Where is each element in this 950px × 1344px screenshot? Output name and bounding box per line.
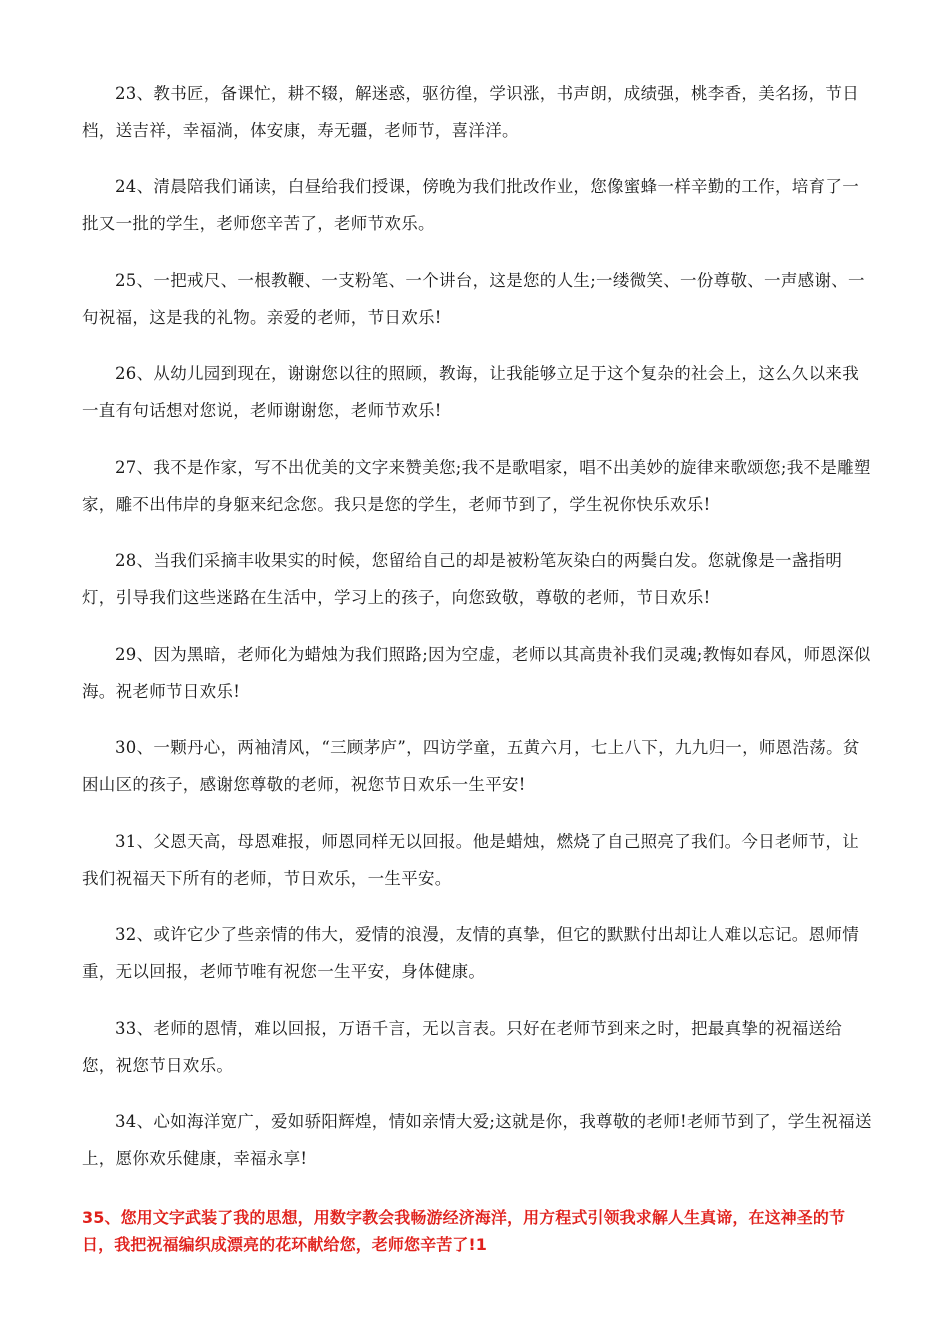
paragraph-34: 34、心如海洋宽广，爱如骄阳辉煌，情如亲情大爱;这就是你，我尊敬的老师!老师节到了，学生祝福送上，愿你欢乐健康，幸福永享!: [82, 1112, 872, 1168]
paragraph-35-highlight: 35、您用文字武装了我的思想，用数字教会我畅游经济海洋，用方程式引领我求解人生真谛，在这神圣的节日，我把祝福编织成漂亮的花环献给您，老师您辛苦了!1: [82, 1208, 846, 1254]
paragraph-29: 29、因为黑暗，老师化为蜡烛为我们照路;因为空虚，老师以其高贵补我们灵魂;教悔如春风，师恩深似海。祝老师节日欢乐!: [82, 645, 871, 701]
paragraph-31: 31、父恩天高，母恩难报，师恩同样无以回报。他是蜡烛，燃烧了自己照亮了我们。今日老师节，让我们祝福天下所有的老师，节日欢乐，一生平安。: [82, 832, 859, 888]
paragraph-24: 24、清晨陪我们诵读，白昼给我们授课，傍晚为我们批改作业，您像蜜蜂一样辛勤的工作，培育了一批又一批的学生，老师您辛苦了，老师节欢乐。: [82, 177, 859, 233]
paragraph-28: 28、当我们采摘丰收果实的时候，您留给自己的却是被粉笔灰染白的两鬓白发。您就像是一盏指明灯，引导我们这些迷路在生活中，学习上的孩子，向您致敬，尊敬的老师，节日欢乐!: [82, 551, 843, 607]
paragraph-27: 27、我不是作家，写不出优美的文字来赞美您;我不是歌唱家，唱不出美妙的旋律来歌颂您;我不是雕塑家，雕不出伟岸的身躯来纪念您。我只是您的学生，老师节到了，学生祝你快乐欢乐!: [82, 458, 871, 514]
paragraph-26: 26、从幼儿园到现在，谢谢您以往的照顾，教诲，让我能够立足于这个复杂的社会上，这么久以来我一直有句话想对您说，老师谢谢您，老师节欢乐!: [82, 364, 859, 420]
paragraph-33: 33、老师的恩情，难以回报，万语千言，无以言表。只好在老师节到来之时，把最真挚的祝福送给您，祝您节日欢乐。: [82, 1019, 843, 1075]
paragraph-25: 25、一把戒尺、一根教鞭、一支粉笔、一个讲台，这是您的人生;一缕微笑、一份尊敬、一声感谢、一句祝福，这是我的礼物。亲爱的老师，节日欢乐!: [82, 271, 865, 327]
paragraph-30: 30、一颗丹心，两袖清风，“三顾茅庐”，四访学童，五黄六月，七上八下，九九归一，师恩浩荡。贫困山区的孩子，感谢您尊敬的老师，祝您节日欢乐一生平安!: [82, 738, 860, 794]
paragraph-23: 23、教书匠，备课忙，耕不辍，解迷惑，驱彷徨，学识涨，书声朗，成绩强，桃李香，美名扬，节日档，送吉祥，幸福淌，体安康，寿无疆，老师节，喜洋洋。: [82, 84, 859, 140]
paragraph-32: 32、或许它少了些亲情的伟大，爱情的浪漫，友情的真挚，但它的默默付出却让人难以忘记。恩师情重，无以回报，老师节唯有祝您一生平安，身体健康。: [82, 925, 859, 981]
